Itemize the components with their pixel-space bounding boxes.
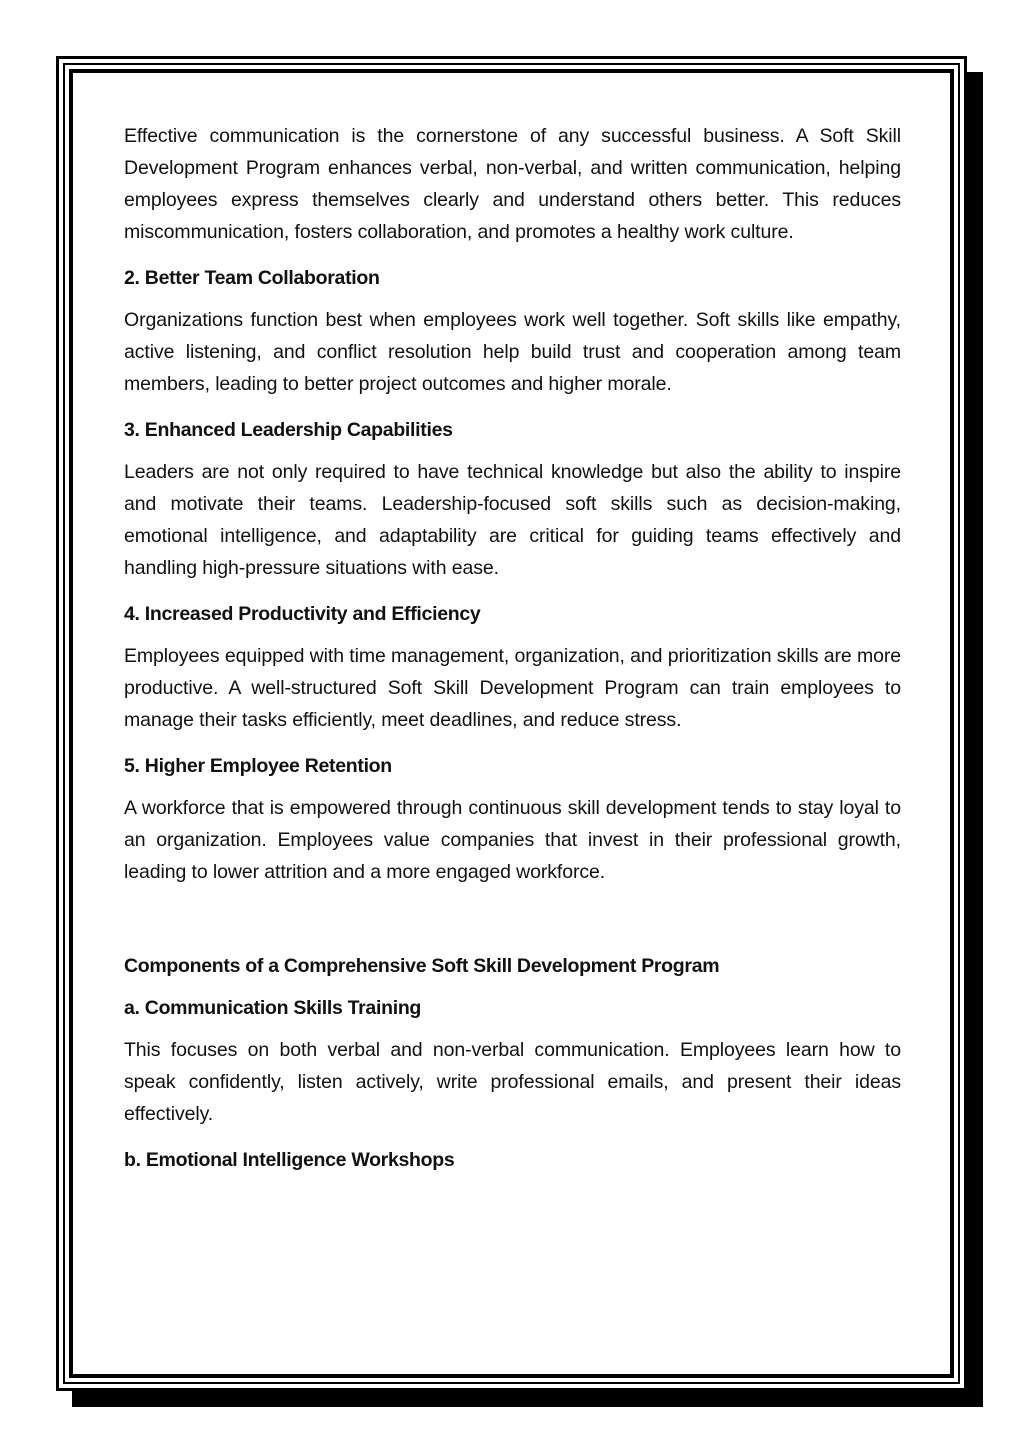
- section-body-retention: A workforce that is empowered through continuous skill development tends to stay loyal to an organization. Employees value companies that invest in their professional growth, leading to lower attrition and a more engaged workforce.: [124, 797, 901, 883]
- component-heading-communication: a. Communication Skills Training: [124, 997, 422, 1019]
- section-heading-leadership: 3. Enhanced Leadership Capabilities: [124, 419, 453, 441]
- components-title: Components of a Comprehensive Soft Skill Development Program: [124, 955, 720, 977]
- section-spacer: [124, 902, 901, 950]
- section-body-team-collaboration: Organizations function best when employees work well together. Soft skills like empathy, active listening, and conflict resolution help build trust and cooperation among team members, leading to better project outcomes and higher morale.: [124, 309, 901, 395]
- section-body-productivity: Employees equipped with time management, organization, and prioritization skills are more productive. A well-structured Soft Skill Development Program can train employees to manage their tasks efficiently, meet deadlines, and reduce stress.: [124, 645, 901, 731]
- section-heading-retention: 5. Higher Employee Retention: [124, 755, 392, 777]
- section-heading-productivity: 4. Increased Productivity and Efficiency: [124, 603, 481, 625]
- component-heading-emotional-intelligence: b. Emotional Intelligence Workshops: [124, 1149, 455, 1171]
- section-heading-team-collaboration: 2. Better Team Collaboration: [124, 267, 380, 289]
- intro-paragraph: Effective communication is the cornerstone of any successful business. A Soft Skill Development Program enhances verbal, non-verbal, and written communication, helping employees express themselves clearly and understand others better. This reduces miscommunication, fosters collaboration, and promotes a healthy work culture.: [124, 125, 901, 243]
- component-body-communication: This focuses on both verbal and non-verbal communication. Employees learn how to speak confidently, listen actively, write professional emails, and present their ideas effectively.: [124, 1039, 901, 1125]
- section-body-leadership: Leaders are not only required to have technical knowledge but also the ability to inspire and motivate their teams. Leadership-focused soft skills such as decision-making, emotional intelligence, and adaptability are critical for guiding teams effectively and handling high-pressure situations with ease.: [124, 461, 901, 579]
- document-content: [124, 120, 901, 1186]
